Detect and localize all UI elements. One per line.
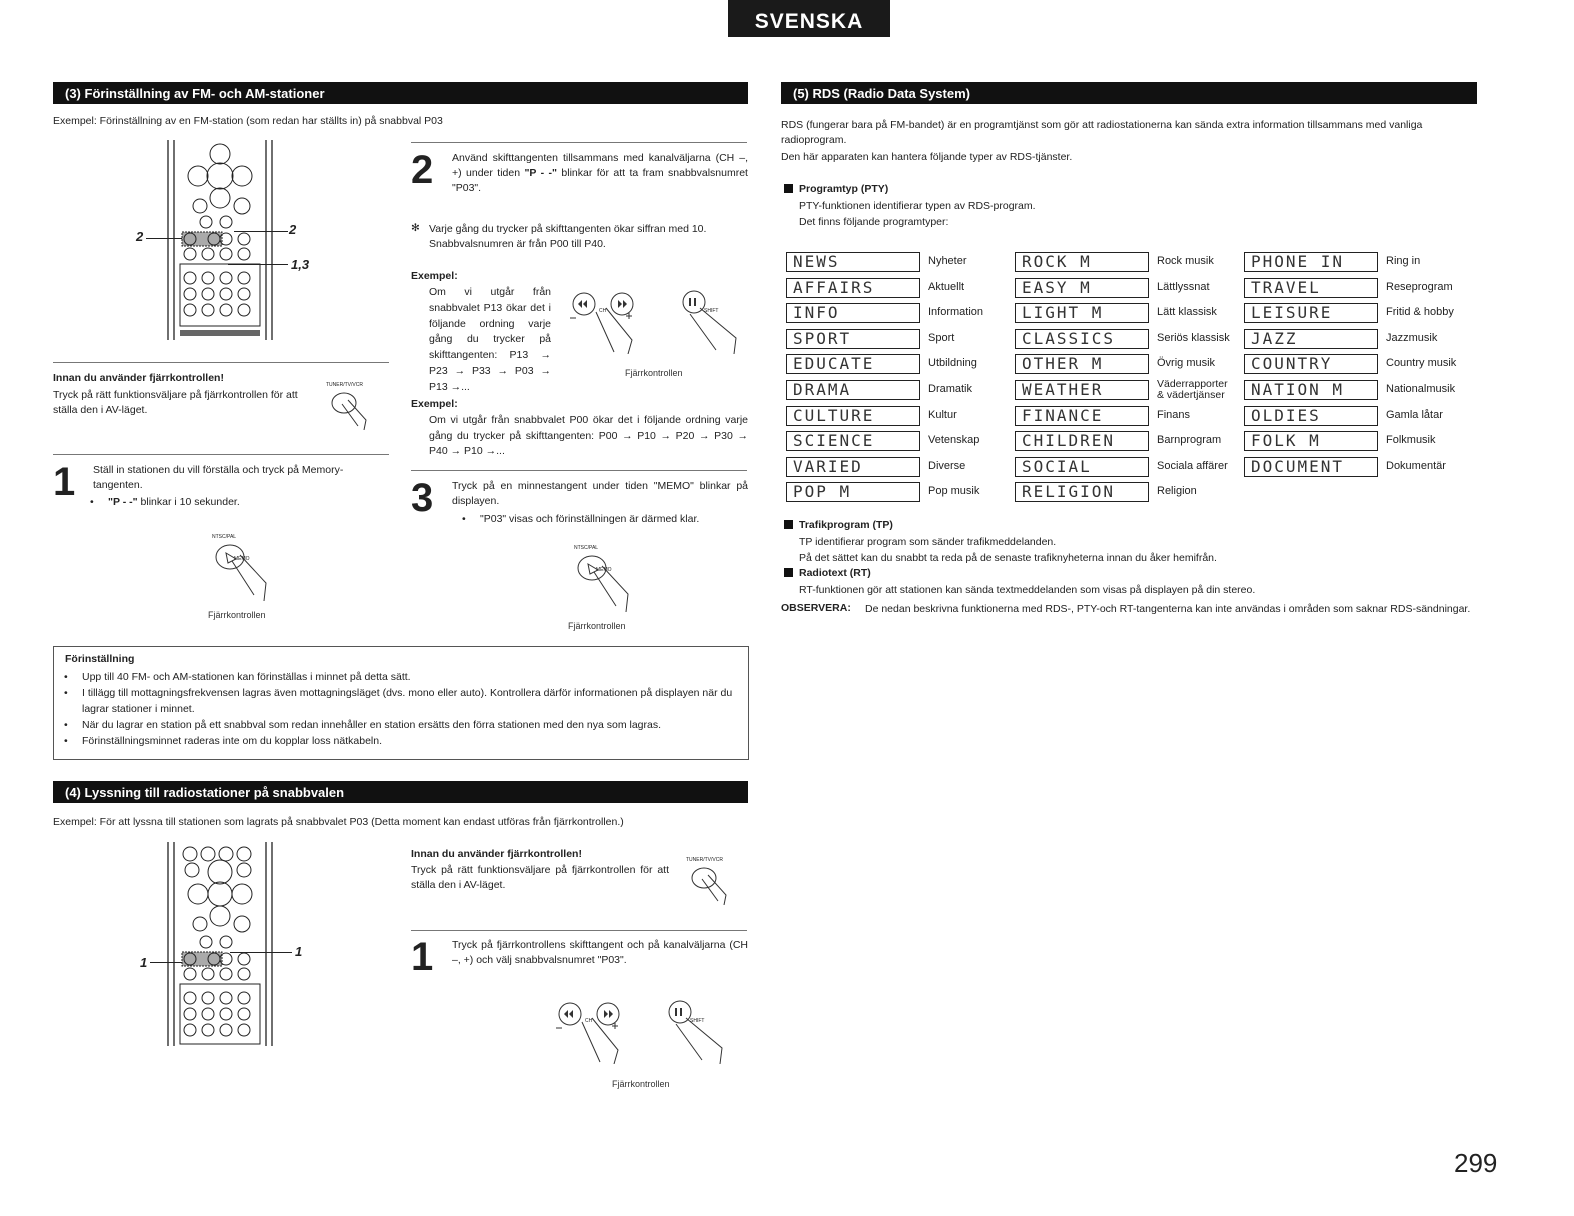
callout-line xyxy=(234,231,288,232)
list-item: • Upp till 40 FM- och AM-stationen kan förinställas i minnet på detta sätt. xyxy=(82,669,742,685)
pty-label: Fritid & hobby xyxy=(1386,306,1454,318)
tuner-label: TUNER/TV/VCR xyxy=(686,857,723,863)
tp-heading: Trafikprogram (TP) xyxy=(784,519,893,531)
pty-code: EASY M xyxy=(1015,278,1149,298)
pty-label: Väderrapporter & vädertjänser xyxy=(1157,378,1228,401)
pty-code: POP M xyxy=(786,482,920,502)
list-item: • Förinställningsminnet raderas inte om du kopplar loss nätkabeln. xyxy=(82,733,742,749)
example-1-title: Exempel: xyxy=(411,270,458,282)
before-use-text: Tryck på rätt funktionsväljare på fjärrkontrollen för att ställa den i AV-läget. xyxy=(53,389,298,416)
pty-code: WEATHER xyxy=(1015,380,1149,400)
pty-code: LEISURE xyxy=(1244,303,1378,323)
pty-label: Gamla låtar xyxy=(1386,409,1443,421)
pty-label: Rock musik xyxy=(1157,255,1214,267)
shift-label: SHIFT xyxy=(704,308,719,314)
pty-code: RELIGION xyxy=(1015,482,1149,502)
note-star: ✻ xyxy=(411,222,420,234)
pty-label: Lättlyssnat xyxy=(1157,281,1210,293)
remote-illustration-2 xyxy=(160,842,280,1047)
section-3-title: (3) Förinställning av FM- och AM-stationer xyxy=(53,82,748,104)
pty-code: DRAMA xyxy=(786,380,920,400)
memo-finger-icon xyxy=(572,552,636,619)
callout-1-3: 1,3 xyxy=(291,257,310,272)
callout-2-left: 2 xyxy=(136,229,144,244)
step-1-bullets xyxy=(80,494,408,510)
list-item: • I tillägg till mottagningsfrekvensen lagras även mottagningsläget (dvs. mono eller auto). Kontrollera därför informationen på displayen när du lagrar stationer i minnet. xyxy=(82,685,742,717)
pty-label: Country musik xyxy=(1386,357,1457,369)
list-item: • "P - -" blinkar i 10 sekunder. xyxy=(108,494,408,510)
callout-line xyxy=(230,952,292,953)
pty-label: Övrig musik xyxy=(1157,357,1216,369)
step-1-number-sec4: 1 xyxy=(411,935,434,979)
pty-code: CHILDREN xyxy=(1015,431,1149,451)
callout-1-left: 1 xyxy=(140,955,148,970)
before-use-title-2: Innan du använder fjärrkontrollen! xyxy=(411,848,582,860)
callout-1-right: 1 xyxy=(295,944,303,959)
ntsc-label: NTSC/PAL xyxy=(212,534,237,540)
pty-label: Finans xyxy=(1157,409,1191,421)
callout-line xyxy=(228,264,288,265)
step-2-number: 2 xyxy=(411,148,434,192)
tp-text-1: TP identifierar program som sänder trafikmeddelanden. xyxy=(799,536,1057,548)
pty-label: Kultur xyxy=(928,409,957,421)
pty-code: AFFAIRS xyxy=(786,278,920,298)
example-1-text: Om vi utgår från snabbvalet P13 ökar det i följande ordning varje gång du trycker på skifttangenten: P13 → P23 → P33 → P03 → P13 →... xyxy=(429,286,551,393)
pty-label: Folkmusik xyxy=(1386,434,1436,446)
rt-text: RT-funktionen gör att stationen kan sända textmeddelanden som visas på displayen på din stereo. xyxy=(799,584,1256,596)
pty-code: EDUCATE xyxy=(786,354,920,374)
pty-code: LIGHT M xyxy=(1015,303,1149,323)
example-1-caption: Fjärrkontrollen xyxy=(625,368,683,378)
pty-code: COUNTRY xyxy=(1244,354,1378,374)
step-3-number: 3 xyxy=(411,476,434,520)
pty-heading: Programtyp (PTY) xyxy=(784,183,888,195)
pty-code: OLDIES xyxy=(1244,406,1378,426)
pty-code: INFO xyxy=(786,303,920,323)
ch-label: CH xyxy=(599,308,607,314)
note-text: Varje gång du trycker på skifttangenten ökar siffran med 10. Snabbvalsnumren är från P00 till P40. xyxy=(429,223,707,250)
pty-label: Nationalmusik xyxy=(1386,383,1456,395)
pty-label: Pop musik xyxy=(928,485,980,497)
before-use-title: Innan du använder fjärrkontrollen! xyxy=(53,372,224,384)
pty-label: Information xyxy=(928,306,984,318)
pty-label: Sociala affärer xyxy=(1157,460,1228,472)
observe-text: De nedan beskrivna funktionerna med RDS-, PTY-och RT-tangenterna kan inte användas i områden som saknar RDS-sändningar. xyxy=(865,603,1471,615)
preset-box-list xyxy=(54,669,742,749)
rds-intro-1: RDS (fungerar bara på FM-bandet) är en programtjänst som gör att radiostationerna kan sända extra information tillsammans med vanliga radioprogram. xyxy=(781,119,1423,146)
finger-press-icon xyxy=(328,390,372,435)
callout-2-right: 2 xyxy=(289,222,297,237)
section-4-title: (4) Lyssning till radiostationer på snabbvalen xyxy=(53,781,748,803)
pty-code: PHONE IN xyxy=(1244,252,1378,272)
section-4-example: Exempel: För att lyssna till stationen som lagrats på snabbvalet P03 (Detta moment kan endast utföras från fjärrkontrollen.) xyxy=(53,816,624,828)
step-1-text-sec4: Tryck på fjärrkontrollens skifttangent och på kanalväljarna (CH –, +) och välj snabbvalsnumret "P03". xyxy=(452,939,748,966)
step-1-number: 1 xyxy=(53,460,76,504)
tuner-label: TUNER/TV/VCR xyxy=(326,382,363,388)
pty-label: Lätt klassisk xyxy=(1157,306,1217,318)
pty-code: CULTURE xyxy=(786,406,920,426)
pty-label: Aktuellt xyxy=(928,281,965,293)
list-item: • "P03" visas och förinställningen är därmed klar. xyxy=(480,511,780,527)
pty-text-2: Det finns följande programtyper: xyxy=(799,216,949,228)
step-1-caption: Fjärrkontrollen xyxy=(208,610,266,620)
step-3-bullets xyxy=(452,511,780,527)
pty-label: Seriös klassisk xyxy=(1157,332,1230,344)
ch-buttons-icon xyxy=(566,290,746,359)
preset-box-title: Förinställning xyxy=(65,653,135,665)
pty-label: Sport xyxy=(928,332,955,344)
memo-finger-icon xyxy=(210,541,274,608)
pty-label: Barnprogram xyxy=(1157,434,1222,446)
rds-intro-2: Den här apparaten kan hantera följande typer av RDS-tjänster. xyxy=(781,151,1073,163)
rt-heading: Radiotext (RT) xyxy=(784,567,871,579)
pty-code: NATION M xyxy=(1244,380,1378,400)
pty-label: Jazzmusik xyxy=(1386,332,1438,344)
section-3-example: Exempel: Förinställning av en FM-station (som redan har ställts in) på snabbval P03 xyxy=(53,115,443,127)
example-2-text: Om vi utgår från snabbvalet P00 ökar det i följande ordning varje gång du trycker på skifttangenten: P00 → P10 → P20 → P30 → P40 → P10 →... xyxy=(429,414,748,458)
pty-code: VARIED xyxy=(786,457,920,477)
remote-illustration-1 xyxy=(160,140,280,345)
shift-label: SHIFT xyxy=(690,1018,705,1024)
pty-code: DOCUMENT xyxy=(1244,457,1378,477)
memo-label: MEMO xyxy=(596,567,612,573)
pty-label: Utbildning xyxy=(928,357,977,369)
pty-label: Dokumentär xyxy=(1386,460,1446,472)
section-5-title: (5) RDS (Radio Data System) xyxy=(781,82,1477,104)
pty-label: Ring in xyxy=(1386,255,1421,267)
sec4-caption: Fjärrkontrollen xyxy=(612,1079,670,1089)
step-3-caption: Fjärrkontrollen xyxy=(568,621,626,631)
tp-text-2: På det sättet kan du snabbt ta reda på de senaste trafiknyheterna innan du åker hemifrån. xyxy=(799,552,1217,564)
pty-code: ROCK M xyxy=(1015,252,1149,272)
pty-label: Reseprogram xyxy=(1386,281,1453,293)
divider xyxy=(53,362,389,363)
pty-label: Dramatik xyxy=(928,383,973,395)
pty-code: JAZZ xyxy=(1244,329,1378,349)
pty-label: Nyheter xyxy=(928,255,967,267)
pty-code: FINANCE xyxy=(1015,406,1149,426)
callout-line xyxy=(150,962,182,963)
pty-label: Diverse xyxy=(928,460,966,472)
ch-buttons-icon xyxy=(552,1000,732,1069)
pty-text-1: PTY-funktionen identifierar typen av RDS-program. xyxy=(799,200,1036,212)
pty-code: OTHER M xyxy=(1015,354,1149,374)
pty-code: CLASSICS xyxy=(1015,329,1149,349)
language-tab: SVENSKA xyxy=(728,0,890,37)
pty-code: TRAVEL xyxy=(1244,278,1378,298)
preset-info-box xyxy=(53,646,749,760)
pty-code: SOCIAL xyxy=(1015,457,1149,477)
divider xyxy=(53,454,389,455)
step-2-text: Använd skifttangenten tillsammans med kanalväljarna (CH –, +) under tiden "P - -" blinkar för att ta fram snabbvalsnumret "P03". xyxy=(452,152,748,194)
finger-press-icon xyxy=(688,865,732,910)
pty-code: SCIENCE xyxy=(786,431,920,451)
step-3-text: Tryck på en minnestangent under tiden "MEMO" blinkar på displayen. xyxy=(452,480,748,507)
ntsc-label: NTSC/PAL xyxy=(574,545,599,551)
step-1-text: Ställ in stationen du vill förställa och tryck på Memory-tangenten. xyxy=(93,464,344,491)
ch-label: CH xyxy=(585,1018,593,1024)
list-item: • När du lagrar en station på ett snabbval som redan innehåller en station ersätts den förra stationen med den nya som lagras. xyxy=(82,717,742,733)
example-2-title: Exempel: xyxy=(411,398,458,410)
divider xyxy=(411,930,747,931)
before-use-text-2: Tryck på rätt funktionsväljare på fjärrkontrollen för att ställa den i AV-läget. xyxy=(411,864,669,891)
divider xyxy=(411,470,747,471)
pty-label: Vetenskap xyxy=(928,434,980,446)
pty-code: SPORT xyxy=(786,329,920,349)
observe-label: OBSERVERA: xyxy=(781,602,851,614)
page-number: 299 xyxy=(1454,1148,1498,1178)
callout-line xyxy=(146,238,182,239)
pty-label: Religion xyxy=(1157,485,1197,497)
memo-label: MEMO xyxy=(234,556,250,562)
pty-table xyxy=(786,252,1486,512)
divider xyxy=(411,142,747,143)
pty-code: FOLK M xyxy=(1244,431,1378,451)
pty-code: NEWS xyxy=(786,252,920,272)
